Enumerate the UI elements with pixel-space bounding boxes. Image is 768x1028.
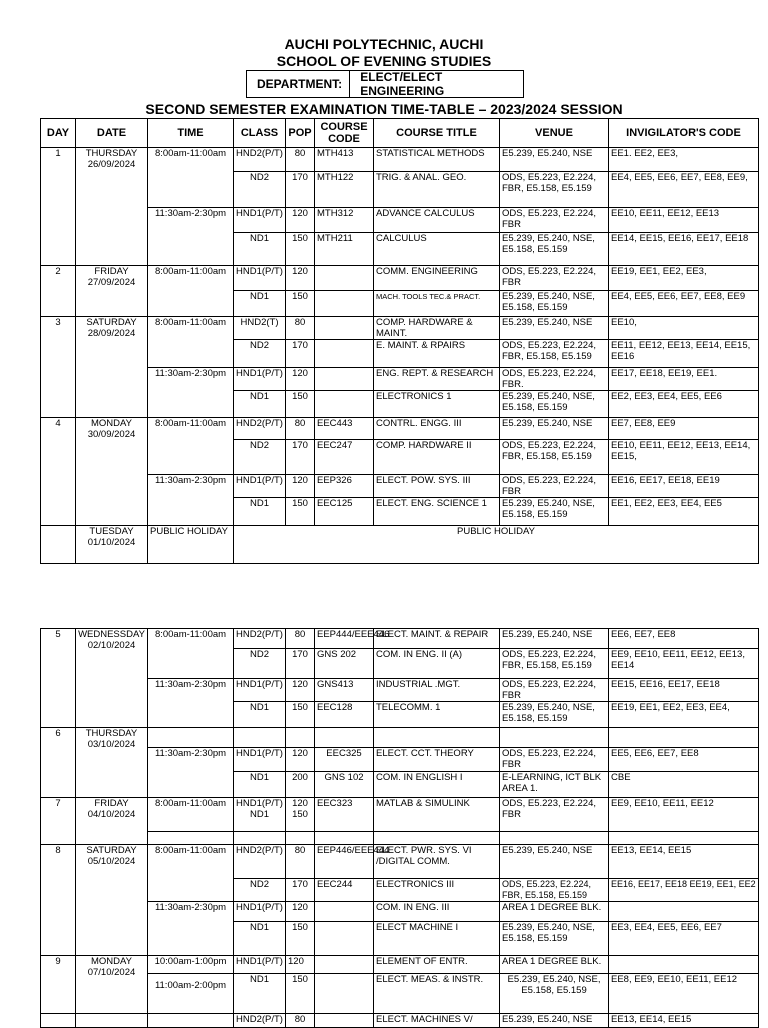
time-cell: 11:30am-2:30pm [148,208,234,266]
pop-cell: 200 [286,772,315,798]
time-cell: 8:00am-11:00am [148,418,234,475]
class-cell: HND2(P/T) [234,418,286,440]
pop-cell: 80 [286,148,315,172]
class-cell: HND1(P/T) [234,956,286,974]
time-cell: 11:30am-2:30pm [148,679,234,728]
invigilator-cell: EE9, EE10, EE11, EE12 [609,798,759,832]
table-row [41,956,759,974]
pop-cell: 170 [286,440,315,475]
course-title-cell: ELECTRONICS 1 [374,391,500,418]
column-header: POP [286,119,315,148]
invigilator-cell: EE13, EE14, EE15 [609,1014,759,1028]
class-cell: ND2 [234,879,286,902]
invigilator-cell: EE10, EE11, EE12, EE13 [609,208,759,233]
venue-cell: E5.239, E5.240, NSE, E5.158, E5.159 [500,291,609,317]
course-title-cell: CONTRL. ENGG. III [374,418,500,440]
pop-cell: 120 150 [286,798,315,832]
column-header: TIME [148,119,234,148]
public-holiday-note: PUBLIC HOLIDAY [234,526,759,564]
course-title-cell: ELECT. POW. SYS. III [374,475,500,498]
course-code-cell: MTH413 [315,148,374,172]
pop-cell: 150 [286,498,315,526]
time-cell [148,728,234,748]
column-header: CLASS [234,119,286,148]
course-code-cell: EEC244 [315,879,374,902]
class-cell: HND2(P/T) [234,845,286,879]
course-code-cell [315,317,374,340]
venue-cell: E5.239, E5.240, NSE [500,418,609,440]
pop-cell: 80 [286,845,315,879]
department-value: ELECT/ELECT ENGINEERING [360,70,445,98]
course-code-cell [315,340,374,368]
timetable-part-2 [40,628,759,1028]
course-title-cell: COM. IN ENGLISH I [374,772,500,798]
invigilator-cell: EE19, EE1, EE2, EE3, [609,266,759,291]
table-row [41,148,759,172]
time-cell: 11:30am-2:30pm [148,475,234,526]
course-title-cell: ELECT. ENG. SCIENCE 1 [374,498,500,526]
course-title-cell: MACH. TOOLS TEC.& PRACT. [374,291,500,317]
venue-cell: E5.239, E5.240, NSE [500,1014,609,1028]
class-cell: ND1 [234,922,286,956]
venue-cell: E5.239, E5.240, NSE, E5.158, E5.159 [500,498,609,526]
venue-cell: E-LEARNING, ICT BLK AREA 1. [500,772,609,798]
course-code-cell: EEC443 [315,418,374,440]
day-number: 5 [41,629,76,728]
table-row [41,832,759,845]
pop-cell: 150 [286,391,315,418]
invigilator-cell: EE11, EE12, EE13, EE14, EE15, EE16 [609,340,759,368]
invigilator-cell [609,902,759,922]
class-cell: HND1(P/T) [234,748,286,772]
course-code-cell: EEC325 [315,748,374,772]
day-number: 1 [41,148,76,266]
invigilator-cell: EE8, EE9, EE10, EE11, EE12 [609,974,759,1014]
class-cell: ND1 [234,702,286,728]
column-header: DAY [41,119,76,148]
venue-cell: E5.239, E5.240, NSE, E5.158, E5.159 [500,233,609,266]
course-code-cell [315,368,374,391]
invigilator-cell: EE1, EE2, EE3, EE4, EE5 [609,498,759,526]
pop-cell: 170 [286,879,315,902]
pop-cell: 150 [286,922,315,956]
table-row [41,368,759,391]
column-header: COURSE CODE [315,119,374,148]
timetable-part-1 [40,118,759,564]
table-row [41,679,759,702]
day-number: 9 [41,956,76,1014]
venue-cell: ODS, E5.223, E2.224, FBR, E5.158, E5.159 [500,879,609,902]
invigilator-cell: EE10, [609,317,759,340]
pop-cell: 120 [286,475,315,498]
column-header: INVIGILATOR'S CODE [609,119,759,148]
course-code-cell: EEC323 [315,798,374,832]
date-cell: TUESDAY 01/10/2024 [76,526,148,564]
class-cell: HND2(P/T) [234,1014,286,1028]
course-title-cell: MATLAB & SIMULINK [374,798,500,832]
venue-cell: E5.239, E5.240, NSE, E5.158, E5.159 [500,702,609,728]
time-cell: 8:00am-11:00am [148,266,234,317]
class-cell: ND2 [234,340,286,368]
pop-cell: 150 [286,291,315,317]
column-header: VENUE [500,119,609,148]
pop-cell: 80 [286,418,315,440]
course-code-cell: EEP446/EEE444 [315,845,374,879]
table-row [41,629,759,649]
time-cell: 11:30am-2:30pm [148,368,234,418]
time-cell: 11:30am-2:30pm [148,748,234,798]
course-title-cell: COM. IN ENG. III [374,902,500,922]
course-code-cell: MTH211 [315,233,374,266]
class-cell: HND1(P/T) [234,368,286,391]
course-title-cell: INDUSTRIAL .MGT. [374,679,500,702]
day-number: 3 [41,317,76,418]
course-code-cell [315,956,374,974]
venue-cell: ODS, E5.223, E2.224, FBR [500,475,609,498]
date-cell: SATURDAY 28/09/2024 [76,317,148,418]
table-row [41,974,759,1014]
table-row [41,317,759,340]
course-title-cell: ELECT. MEAS. & INSTR. [374,974,500,1014]
course-code-cell: GNS 102 [315,772,374,798]
venue-cell: AREA 1 DEGREE BLK. [500,956,609,974]
pop-cell: 150 [286,233,315,266]
course-title-cell: COMP. HARDWARE II [374,440,500,475]
pop-cell: 170 [286,649,315,679]
day-number: 8 [41,845,76,956]
class-cell: HND1(P/T) ND1 [234,798,286,832]
invigilator-cell: EE6, EE7, EE8 [609,629,759,649]
pop-cell: 170 [286,172,315,208]
pop-cell: 120 [286,902,315,922]
course-code-cell [315,391,374,418]
course-code-cell [315,974,374,1014]
time-cell: 11:30am-2:30pm [148,902,234,956]
invigilator-cell: EE19, EE1, EE2, EE3, EE4, [609,702,759,728]
table-row [41,1014,759,1028]
course-code-cell [315,902,374,922]
time-cell: 8:00am-11:00am [148,629,234,679]
table-row [41,728,759,748]
class-cell: HND1(P/T) [234,902,286,922]
venue-cell: E5.239, E5.240, NSE [500,629,609,649]
table-header-row [41,119,759,148]
day-number: 4 [41,418,76,526]
time-cell: 8:00am-11:00am [148,317,234,368]
invigilator-cell: EE13, EE14, EE15 [609,845,759,879]
invigilator-cell: EE5, EE6, EE7, EE8 [609,748,759,772]
venue-cell: ODS, E5.223, E2.224, FBR, E5.158, E5.159 [500,440,609,475]
day-number [41,526,76,564]
course-title-cell: ELECT. PWR. SYS. VI /DIGITAL COMM. [374,845,500,879]
class-cell: HND1(P/T) [234,679,286,702]
class-cell: ND2 [234,440,286,475]
course-title-cell: ELECTRONICS III [374,879,500,902]
venue-cell: ODS, E5.223, E2.224, FBR [500,798,609,832]
course-code-cell [315,922,374,956]
column-header: COURSE TITLE [374,119,500,148]
class-cell: ND2 [234,649,286,679]
pop-cell: 120 [286,368,315,391]
school-name: SCHOOL OF EVENING STUDIES [276,53,492,69]
class-cell: HND1(P/T) [234,266,286,291]
time-cell: 8:00am-11:00am [148,798,234,832]
course-title-cell: CALCULUS [374,233,500,266]
invigilator-cell: EE2, EE3, EE4, EE5, EE6 [609,391,759,418]
table-row [41,902,759,922]
pop-cell: 150 [286,702,315,728]
column-header: DATE [76,119,148,148]
course-title-cell: ELEMENT OF ENTR. [374,956,500,974]
pop-cell: 170 [286,340,315,368]
invigilator-cell: CBE [609,772,759,798]
invigilator-cell: EE10, EE11, EE12, EE13, EE14, EE15, [609,440,759,475]
course-title-cell: COM. IN ENG. II (A) [374,649,500,679]
table-row [41,845,759,879]
course-code-cell: EEC125 [315,498,374,526]
course-code-cell [315,291,374,317]
invigilator-cell: EE15, EE16, EE17, EE18 [609,679,759,702]
table-row [41,475,759,498]
date-cell: MONDAY 07/10/2024 [76,956,148,1014]
course-title-cell: STATISTICAL METHODS [374,148,500,172]
class-cell: HND2(T) [234,317,286,340]
venue-cell: ODS, E5.223, E2.224, FBR [500,679,609,702]
course-title-cell: ELECT. MACHINES V/ [374,1014,500,1028]
course-code-cell: GNS413 [315,679,374,702]
table-row [41,526,759,564]
course-code-cell: GNS 202 [315,649,374,679]
time-cell: 10:00am-1:00pm [148,956,234,974]
course-code-cell: EEC247 [315,440,374,475]
venue-cell: E5.239, E5.240, NSE [500,317,609,340]
table-row [41,418,759,440]
venue-cell: E5.239, E5.240, NSE, E5.158, E5.159 [500,391,609,418]
table-row [41,798,759,832]
invigilator-cell: EE14, EE15, EE16, EE17, EE18 [609,233,759,266]
venue-cell: E5.239, E5.240, NSE [500,148,609,172]
venue-cell: ODS, E5.223, E2.224, FBR [500,208,609,233]
venue-cell: AREA 1 DEGREE BLK. [500,902,609,922]
course-title-cell: E. MAINT. & RPAIRS [374,340,500,368]
date-cell: MONDAY 30/09/2024 [76,418,148,526]
course-title-cell: TELECOMM. 1 [374,702,500,728]
class-cell: ND1 [234,233,286,266]
class-cell: HND2(P/T) [234,629,286,649]
invigilator-cell: EE1. EE2, EE3, [609,148,759,172]
date-cell: THURSDAY 03/10/2024 [76,728,148,798]
class-cell: ND1 [234,498,286,526]
date-cell: FRIDAY 27/09/2024 [76,266,148,317]
class-cell: HND1(P/T) [234,475,286,498]
invigilator-cell: EE4, EE5, EE6, EE7, EE8, EE9, [609,172,759,208]
venue-cell: ODS, E5.223, E2.224, FBR, E5.158, E5.159 [500,172,609,208]
class-cell: HND2(P/T) [234,148,286,172]
pop-cell: 120 [286,679,315,702]
class-cell: HND1(P/T) [234,208,286,233]
venue-cell: E5.239, E5.240, NSE, E5.158, E5.159 [500,974,609,1014]
course-code-cell: EEP444/EEE446 [315,629,374,649]
course-title-cell: ELECT. CCT. THEORY [374,748,500,772]
pop-cell: 80 [286,1014,315,1028]
invigilator-cell: EE9, EE10, EE11, EE12, EE13, EE14 [609,649,759,679]
course-title-cell: ELECT. MAINT. & REPAIR [374,629,500,649]
venue-cell: ODS, E5.223, E2.224, FBR. [500,368,609,391]
pop-cell: 80 [286,629,315,649]
course-code-cell: EEC128 [315,702,374,728]
course-code-cell: MTH312 [315,208,374,233]
course-code-cell: EEP326 [315,475,374,498]
department-box [246,70,524,98]
class-cell: ND1 [234,974,286,1014]
venue-cell: ODS, E5.223, E2.224, FBR, E5.158, E5.159 [500,340,609,368]
invigilator-cell: EE16, EE17, EE18 EE19, EE1, EE2 [609,879,759,902]
invigilator-cell: EE17, EE18, EE19, EE1. [609,368,759,391]
department-label: DEPARTMENT: [247,71,350,97]
course-title-cell: TRIG. & ANAL. GEO. [374,172,500,208]
course-code-cell: MTH122 [315,172,374,208]
time-cell: PUBLIC HOLIDAY [148,526,234,564]
date-cell: FRIDAY 04/10/2024 [76,798,148,845]
invigilator-cell: EE4, EE5, EE6, EE7, EE8, EE9 [609,291,759,317]
venue-cell: ODS, E5.223, E2.224, FBR [500,748,609,772]
time-cell: 8:00am-11:00am [148,845,234,902]
day-number: 7 [41,798,76,845]
table-row [41,748,759,772]
invigilator-cell [609,956,759,974]
time-cell: 8:00am-11:00am [148,148,234,208]
course-title-cell: ELECT MACHINE I [374,922,500,956]
course-title-cell: ADVANCE CALCULUS [374,208,500,233]
course-title-cell: COMM. ENGINEERING [374,266,500,291]
invigilator-cell: EE3, EE4, EE5, EE6, EE7 [609,922,759,956]
pop-cell: 120 [286,748,315,772]
venue-cell: E5.239, E5.240, NSE [500,845,609,879]
time-cell: 11:00am-2:00pm [148,974,234,1014]
date-cell: THURSDAY 26/09/2024 [76,148,148,266]
course-title-cell: COMP. HARDWARE & MAINT. [374,317,500,340]
day-number: 2 [41,266,76,317]
invigilator-cell: EE16, EE17, EE18, EE19 [609,475,759,498]
institution-name: AUCHI POLYTECHNIC, AUCHI [284,36,484,52]
page-title: SECOND SEMESTER EXAMINATION TIME-TABLE – 2023/2024 SESSION [145,101,623,117]
pop-cell: 120 [286,266,315,291]
course-title-cell: ENG. REPT. & RESEARCH [374,368,500,391]
course-code-cell [315,266,374,291]
class-cell: ND1 [234,291,286,317]
pop-cell: 150 [286,974,315,1014]
day-number: 6 [41,728,76,798]
venue-cell: ODS, E5.223, E2.224, FBR, E5.158, E5.159 [500,649,609,679]
class-cell: ND1 [234,391,286,418]
venue-cell: ODS, E5.223, E2.224, FBR [500,266,609,291]
invigilator-cell: EE7, EE8, EE9 [609,418,759,440]
date-cell: WEDNESSDAY 02/10/2024 [76,629,148,728]
venue-cell: E5.239, E5.240, NSE, E5.158, E5.159 [500,922,609,956]
date-cell: SATURDAY 05/10/2024 [76,845,148,956]
course-code-cell [315,1014,374,1028]
pop-cell: 120 [286,956,315,974]
table-row [41,266,759,291]
pop-cell: 120 [286,208,315,233]
class-cell: ND1 [234,772,286,798]
table-row [41,208,759,233]
pop-cell: 80 [286,317,315,340]
class-cell: ND2 [234,172,286,208]
